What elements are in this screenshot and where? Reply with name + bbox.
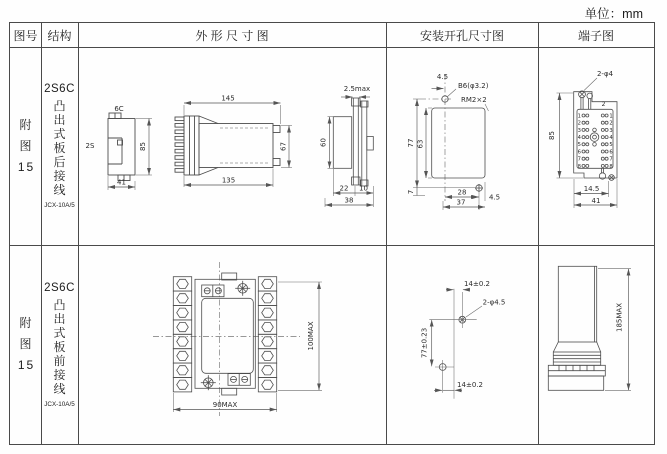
panel-profile-outline [333, 98, 373, 186]
svg-text:2: 2 [577, 120, 581, 127]
relay-socket-side-view-diagram [543, 258, 643, 398]
dim-label: 85 [548, 131, 556, 140]
dim-label: 90MAX [212, 401, 238, 409]
svg-text:6: 6 [577, 149, 581, 156]
svg-text:1: 1 [577, 113, 581, 120]
dim-label: 6C [114, 105, 124, 113]
dim-label: 2.5max [343, 85, 371, 93]
outline-side-view-diagram [170, 88, 298, 193]
dimension-marks [173, 282, 322, 412]
dim-label: 2S [85, 142, 95, 150]
relay-end-outline [108, 113, 135, 181]
structure-description: 凸出式板前接线 [53, 297, 66, 396]
svg-text:3: 3 [577, 127, 581, 134]
dim-label: 4.5 [489, 193, 501, 202]
header-fig-no: 图号 [13, 28, 38, 43]
dim-label: 4.5 [436, 73, 449, 81]
terminal-contacts [582, 114, 608, 167]
relay-socket-outline [548, 266, 605, 390]
dim-label: 135 [221, 176, 236, 185]
svg-text:4: 4 [609, 135, 613, 141]
header-terminal-diagram: 端子图 [577, 28, 614, 43]
table-divider [10, 245, 654, 246]
table-divider [386, 23, 387, 444]
cutout-outline [432, 96, 485, 192]
outline-end-view-diagram [82, 80, 165, 195]
hidden-lines [220, 128, 270, 163]
svg-text:1: 1 [609, 113, 613, 120]
svg-text:8: 8 [609, 163, 613, 170]
fig-char: 图 [19, 138, 32, 153]
table-divider [78, 23, 79, 444]
dim-label: 14.5 [583, 185, 600, 193]
hole-spec-label: B6(φ3.2) [458, 82, 489, 90]
dim-label: 14±0.2 [464, 280, 490, 288]
fig-number: 15 [17, 358, 36, 372]
relay-side-outline [175, 116, 280, 175]
dim-label: 145 [221, 94, 235, 103]
table-divider [10, 47, 654, 48]
dim-label: 100MAX [307, 321, 315, 351]
hole-spec-label: 2-φ4 [596, 70, 614, 78]
left-terminal-column [173, 277, 191, 392]
dim-label: 37 [456, 198, 466, 207]
dim-label: 38 [344, 196, 354, 205]
thread-spec-label: RM2×2 [461, 96, 487, 104]
svg-text:7: 7 [609, 156, 613, 163]
hole-marks [439, 316, 465, 370]
fig-char: 附 [19, 117, 32, 132]
hole-spec-label: 2-φ4.5 [482, 298, 506, 307]
svg-text:4: 4 [577, 135, 581, 141]
structure-type-code: JCX-10A/5 [44, 202, 75, 209]
fig-number: 15 [17, 159, 36, 174]
dim-label: 77±0.23 [420, 327, 429, 359]
header-structure: 结构 [47, 28, 72, 43]
dim-label: 67 [279, 142, 288, 151]
structure-description: 凸出式板后接线 [53, 99, 66, 197]
dimension-marks [598, 269, 631, 391]
dim-label: 14±0.2 [457, 381, 483, 389]
structure-cell-row1 [41, 47, 78, 245]
mounting-hole-diagram-row1 [395, 58, 535, 218]
fig-char: 附 [19, 316, 32, 330]
dim-label: 77 [407, 138, 415, 148]
dim-label: 10 [359, 184, 368, 193]
fig-char: 图 [19, 337, 32, 351]
structure-type-code: JCX-10A/5 [44, 400, 75, 408]
dim-label: 41 [117, 178, 126, 187]
pin-label: 2 [601, 101, 606, 108]
fig-no-cell-row2 [10, 245, 41, 444]
dim-label: 7 [407, 189, 415, 195]
svg-text:3: 3 [609, 127, 613, 134]
dim-label: 28 [457, 188, 467, 197]
right-terminal-column [258, 277, 276, 392]
svg-text:2: 2 [609, 120, 613, 127]
dim-label: 60 [319, 138, 328, 147]
fig-no-cell-row1 [10, 47, 41, 245]
dimension-marks [432, 290, 470, 391]
outline-profile-view-diagram [313, 80, 383, 210]
dim-label: 63 [416, 139, 425, 149]
dim-label: 22 [339, 184, 349, 193]
unit-label: 单位：mm [584, 7, 643, 21]
dim-label: 185MAX [615, 303, 624, 332]
terminal-diagram-row1 [540, 62, 652, 212]
structure-cell-row2 [41, 245, 78, 444]
header-mounting-dims: 安装开孔尺寸图 [419, 28, 504, 43]
mounting-hole-diagram-row2 [415, 275, 515, 400]
svg-text:8: 8 [577, 163, 581, 170]
svg-text:7: 7 [577, 156, 581, 163]
svg-text:5: 5 [577, 142, 581, 149]
dim-label: 85 [139, 142, 147, 151]
header-outline-dims: 外 形 尺 寸 图 [195, 28, 269, 43]
structure-model: 2S6C [44, 83, 75, 95]
svg-text:5: 5 [609, 142, 613, 149]
dim-label: 41 [591, 196, 601, 205]
socket-front-view-diagram [148, 258, 333, 418]
table-divider [538, 23, 539, 444]
svg-text:6: 6 [609, 149, 613, 156]
structure-model: 2S6C [44, 281, 75, 294]
